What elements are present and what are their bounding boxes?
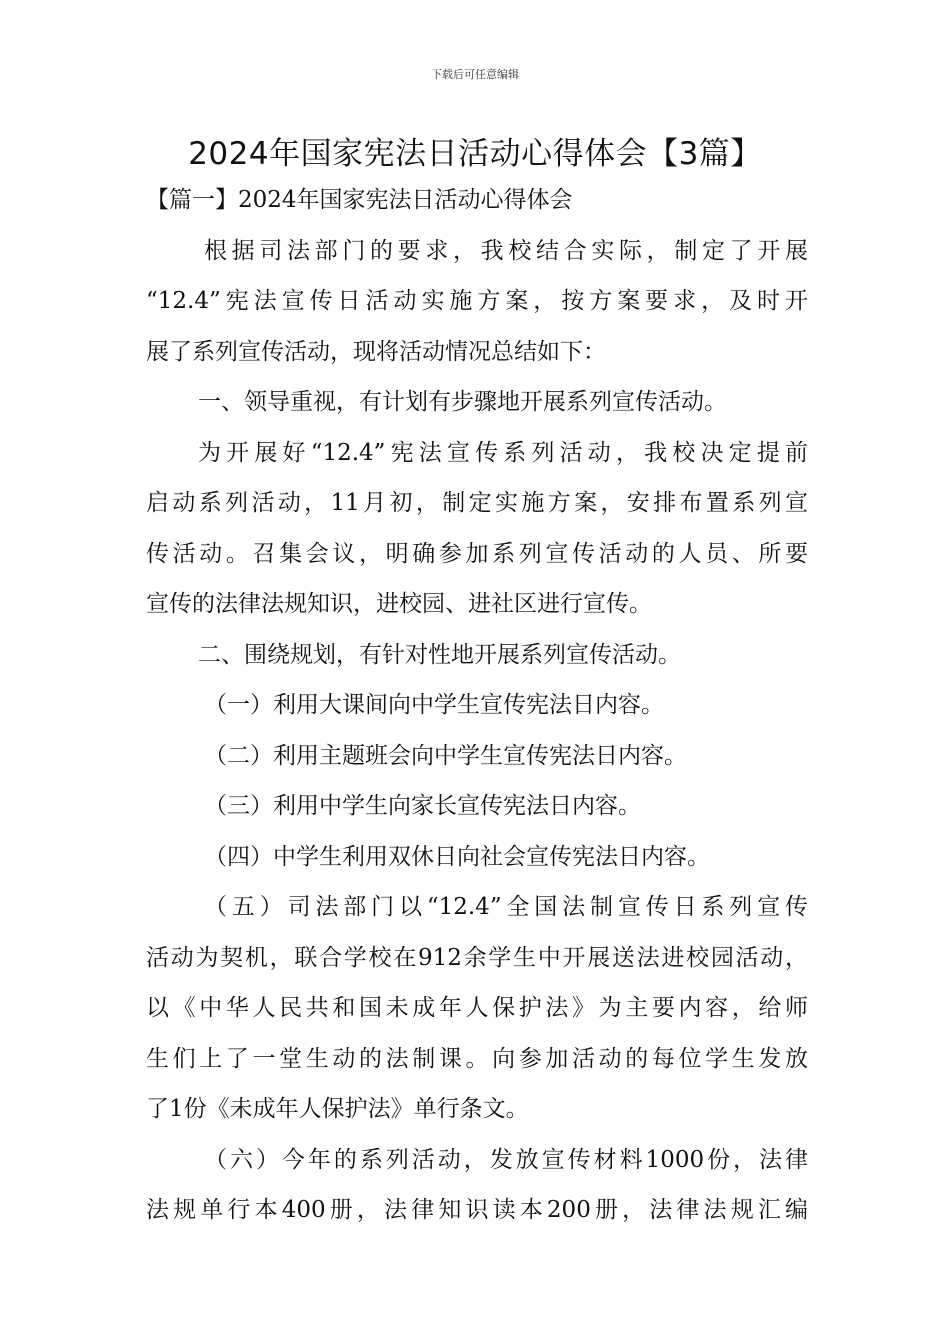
document-body (146, 182, 816, 1243)
body-text-line: （六）今年的系列活动，发放宣传材料1000份，法律 (204, 1146, 808, 1173)
section-heading: 【篇一】2024年国家宪法日活动心得体会 (146, 187, 573, 213)
document-title: 2024年国家宪法日活动心得体会【3篇】 (188, 136, 762, 172)
body-text-line: 一、领导重视，有计划有步骤地开展系列宣传活动。 (198, 389, 727, 415)
body-text-line: （一）利用大课间向中学生宣传宪法日内容。 (204, 692, 664, 718)
body-text-line: 展了系列宣传活动，现将活动情况总结如下： (146, 338, 606, 365)
body-text-line: 以《中华人民共和国未成年人保护法》为主要内容，给师 (146, 995, 808, 1021)
body-text-line: 为开展好“12.4”宪法宣传系列活动，我校决定提前 (198, 439, 808, 466)
body-text-line: 二、围绕规划，有针对性地开展系列宣传活动。 (198, 641, 681, 668)
body-text-line: 传活动。召集会议，明确参加系列宣传活动的人员、所要 (146, 540, 808, 567)
body-text-line: （三）利用中学生向家长宣传宪法日内容。 (204, 793, 641, 819)
body-text-line: “12.4”宪法宣传日活动实施方案，按方案要求，及时开 (146, 288, 808, 314)
body-text-line: （二）利用主题班会向中学生宣传宪法日内容。 (204, 742, 687, 769)
body-text-line: （五）司法部门以“12.4”全国法制宣传日系列宣传 (204, 894, 808, 920)
body-text-line: 了1份《未成年人保护法》单行条文。 (146, 1096, 529, 1122)
body-text-line: 启动系列活动，11月初，制定实施方案，安排布置系列宣 (146, 490, 808, 516)
body-text-line: 生们上了一堂生动的法制课。向参加活动的每位学生发放 (146, 1045, 808, 1072)
body-text-line: （四）中学生利用双休日向社会宣传宪法日内容。 (204, 843, 710, 870)
body-text-line: 活动为契机，联合学校在912余学生中开展送法进校园活动， (146, 944, 808, 971)
header-note: 下载后可任意编辑 (431, 68, 519, 81)
body-text-line: 根据司法部门的要求，我校结合实际，制定了开展 (204, 237, 808, 264)
body-text-line: 宣传的法律法规知识，进校园、进社区进行宣传。 (146, 591, 652, 617)
body-text-line: 法规单行本400册，法律知识读本200册，法律法规汇编 (146, 1197, 808, 1223)
